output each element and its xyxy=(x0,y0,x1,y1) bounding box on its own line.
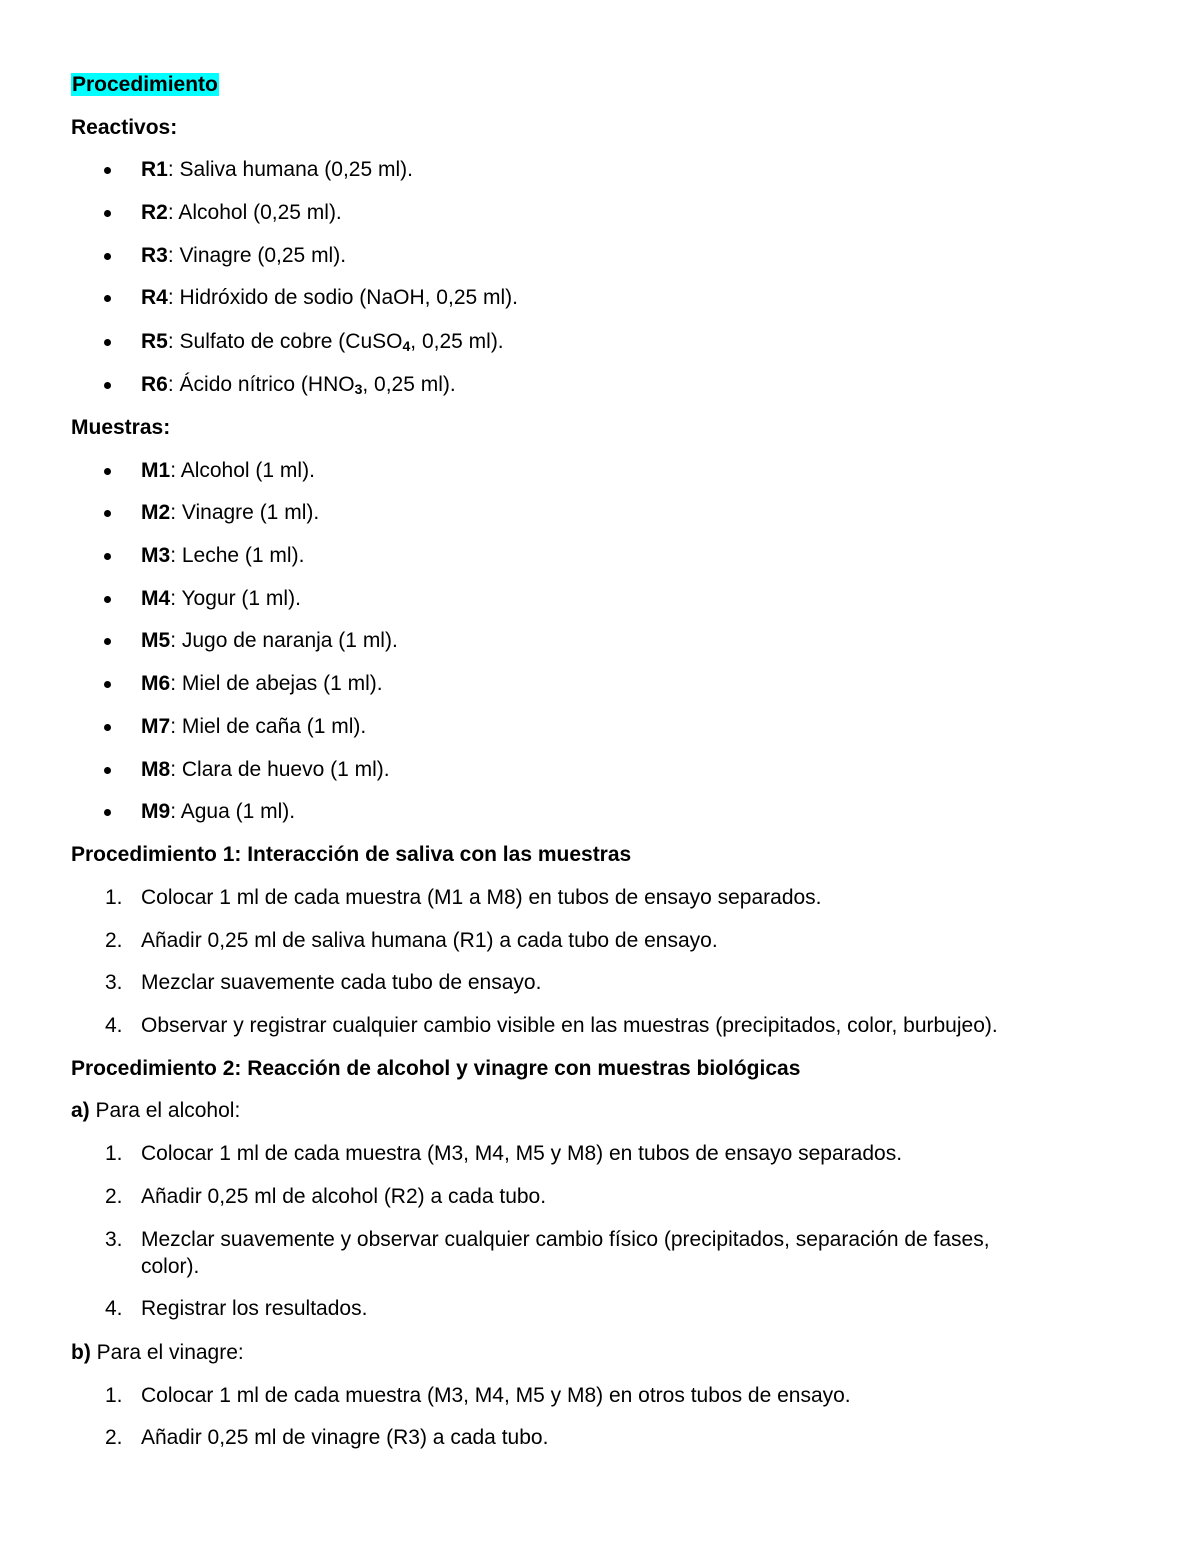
muestra-text: : Miel de abejas (1 ml). xyxy=(170,672,383,695)
muestra-code: M1 xyxy=(141,459,171,482)
reactivo-item xyxy=(141,372,456,398)
step-text: Añadir 0,25 ml de alcohol (R2) a cada tubo. xyxy=(141,1185,547,1208)
bullet-icon xyxy=(104,757,114,787)
reactivo-text: : Saliva humana (0,25 ml). xyxy=(167,158,413,181)
muestra-code: M9 xyxy=(141,800,171,823)
muestra-item xyxy=(141,714,366,740)
muestras-heading: Muestras: xyxy=(71,416,171,439)
bullet-icon xyxy=(104,543,114,573)
muestra-code: M7 xyxy=(141,715,171,738)
muestra-item xyxy=(141,586,301,612)
step-text: Colocar 1 ml de cada muestra (M3, M4, M5 y M8) en tubos de ensayo separados. xyxy=(141,1142,903,1165)
muestra-text: : Vinagre (1 ml). xyxy=(170,501,320,524)
subsection-label: b) xyxy=(71,1341,91,1364)
step-number: 2. xyxy=(105,1426,123,1449)
muestra-text: : Miel de caña (1 ml). xyxy=(170,715,367,738)
muestra-item xyxy=(141,628,398,654)
bullet-icon xyxy=(104,243,114,273)
bullet-icon xyxy=(104,285,114,315)
subsection-label: a) xyxy=(71,1099,90,1122)
step-text: Mezclar suavemente cada tubo de ensayo. xyxy=(141,971,542,994)
subscript: 4 xyxy=(402,338,411,354)
muestra-item xyxy=(141,458,315,484)
bullet-icon xyxy=(104,500,114,530)
step-text: Observar y registrar cualquier cambio visible en las muestras (precipitados, color, burbujeo). xyxy=(141,1014,998,1037)
bullet-icon xyxy=(104,458,114,488)
muestra-item xyxy=(141,757,390,783)
bullet-icon xyxy=(104,586,114,616)
muestra-code: M3 xyxy=(141,544,171,567)
subsection-a xyxy=(71,1098,240,1124)
muestra-text: : Clara de huevo (1 ml). xyxy=(170,758,390,781)
step-number: 4. xyxy=(105,1014,123,1037)
reactivo-text: : Vinagre (0,25 ml). xyxy=(167,244,347,267)
muestra-text: : Jugo de naranja (1 ml). xyxy=(170,629,398,652)
step-number: 1. xyxy=(105,1384,123,1407)
muestra-code: M2 xyxy=(141,501,171,524)
muestra-code: M5 xyxy=(141,629,171,652)
muestra-item xyxy=(141,543,304,569)
reactivo-code: R4 xyxy=(141,286,168,309)
muestra-text: : Alcohol (1 ml). xyxy=(170,459,315,482)
bullet-icon xyxy=(104,628,114,658)
muestra-code: M6 xyxy=(141,672,171,695)
step-number: 3. xyxy=(105,1228,123,1251)
subsection-text: Para el vinagre: xyxy=(90,1341,244,1364)
bullet-icon xyxy=(104,372,114,402)
reactivo-code: R3 xyxy=(141,244,168,267)
page-title xyxy=(71,72,219,98)
step-text: Añadir 0,25 ml de saliva humana (R1) a cada tubo de ensayo. xyxy=(141,929,718,952)
reactivo-text: : Sulfato de cobre (CuSO xyxy=(167,330,403,353)
bullet-icon xyxy=(104,157,114,187)
highlighted-title: Procedimiento xyxy=(72,73,218,96)
step-number: 2. xyxy=(105,929,123,952)
muestra-text: : Agua (1 ml). xyxy=(170,800,296,823)
reactivo-text: , 0,25 ml). xyxy=(410,330,504,353)
procedimiento-2-heading: Procedimiento 2: Reacción de alcohol y vinagre con muestras biológicas xyxy=(71,1057,801,1080)
reactivo-text: : Hidróxido de sodio (NaOH, 0,25 ml). xyxy=(167,286,518,309)
subsection-b xyxy=(71,1340,244,1366)
reactivo-code: R5 xyxy=(141,330,168,353)
muestra-code: M4 xyxy=(141,587,171,610)
reactivo-text: , 0,25 ml). xyxy=(362,373,456,396)
step-number: 1. xyxy=(105,886,123,909)
step-number: 1. xyxy=(105,1142,123,1165)
reactivo-code: R1 xyxy=(141,158,168,181)
reactivo-item xyxy=(141,329,504,355)
step-number: 3. xyxy=(105,971,123,994)
step-text: Registrar los resultados. xyxy=(141,1297,368,1320)
muestra-code: M8 xyxy=(141,758,171,781)
procedimiento-1-heading: Procedimiento 1: Interacción de saliva con las muestras xyxy=(71,843,632,866)
step-number: 4. xyxy=(105,1297,123,1320)
subsection-text: Para el alcohol: xyxy=(89,1099,241,1122)
reactivo-item xyxy=(141,200,342,226)
step-text: Mezclar suavemente y observar cualquier cambio físico (precipitados, separación de fases, xyxy=(141,1228,990,1251)
bullet-icon xyxy=(104,799,114,829)
bullet-icon xyxy=(104,200,114,230)
bullet-icon xyxy=(104,671,114,701)
reactivo-item xyxy=(141,285,518,311)
bullet-icon xyxy=(104,329,114,359)
step-text-continuation: color). xyxy=(141,1255,200,1278)
bullet-icon xyxy=(104,714,114,744)
muestra-text: : Leche (1 ml). xyxy=(170,544,305,567)
step-text: Colocar 1 ml de cada muestra (M3, M4, M5 y M8) en otros tubos de ensayo. xyxy=(141,1384,851,1407)
reactivos-heading: Reactivos: xyxy=(71,116,178,139)
reactivo-code: R6 xyxy=(141,373,168,396)
step-text: Colocar 1 ml de cada muestra (M1 a M8) en tubos de ensayo separados. xyxy=(141,886,822,909)
reactivo-text: : Ácido nítrico (HNO xyxy=(167,373,355,396)
reactivo-code: R2 xyxy=(141,201,168,224)
muestra-item xyxy=(141,671,383,697)
reactivo-item xyxy=(141,157,413,183)
subscript: 3 xyxy=(354,381,363,397)
reactivo-item xyxy=(141,243,346,269)
muestra-text: : Yogur (1 ml). xyxy=(170,587,301,610)
muestra-item xyxy=(141,799,295,825)
step-number: 2. xyxy=(105,1185,123,1208)
reactivo-text: : Alcohol (0,25 ml). xyxy=(167,201,342,224)
muestra-item xyxy=(141,500,319,526)
step-text: Añadir 0,25 ml de vinagre (R3) a cada tubo. xyxy=(141,1426,549,1449)
